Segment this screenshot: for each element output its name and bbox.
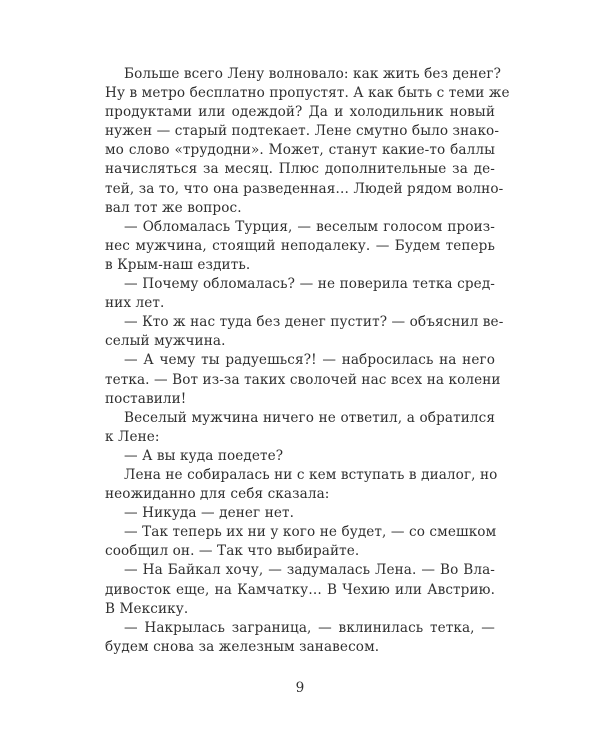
page-body-text	[105, 65, 510, 657]
text-line: Ну в метро бесплатно пропустят. А как быть с теми же	[105, 85, 510, 102]
text-line: — А вы куда поедете?	[124, 447, 284, 464]
text-line: продуктами или одеждой? Да и холодильник новый	[105, 104, 495, 121]
text-line: тей, за то, что она разведенная… Людей рядом волно-	[105, 180, 504, 197]
text-line: поставили!	[105, 390, 187, 407]
text-line: вал тот же вопрос.	[105, 199, 242, 216]
text-line: — Так теперь их ни у кого не будет, — со смешком	[124, 524, 497, 541]
text-line: сообщил он. — Так что выбирайте.	[105, 543, 360, 560]
text-line: селый мужчина.	[105, 333, 226, 350]
page-number: 9	[295, 680, 305, 696]
text-line: будем снова за железным занавесом.	[105, 638, 380, 655]
text-line: них лет.	[105, 295, 165, 312]
text-line: в Крым-наш ездить.	[105, 256, 251, 273]
text-line: — Никуда — денег нет.	[124, 505, 295, 522]
text-line: — Обломалась Турция, — веселым голосом произ-	[124, 218, 495, 235]
text-line: нес мужчина, стоящий неподалеку. — Будем теперь	[105, 237, 495, 254]
text-line: Лена не собиралась ни с кем вступать в диалог, но	[124, 466, 498, 483]
text-line: — На Байкал хочу, — задумалась Лена. — Во Вла-	[124, 562, 495, 579]
text-line: Больше всего Лену волновало: как жить без денег?	[124, 66, 502, 82]
text-line: — А чему ты радуешься?! — набросилась на него	[124, 352, 495, 369]
text-line: Веселый мужчина ничего не ответил, а обратился	[124, 409, 495, 426]
text-line: — Почему обломалась? — не поверила тетка сред-	[124, 276, 495, 293]
text-line: к Лене:	[105, 428, 160, 445]
text-line: мо слово «трудодни». Может, станут какие-то баллы	[105, 142, 495, 159]
text-line: — Накрылась заграница, — вклинилась тетка, —	[124, 619, 495, 636]
text-line: — Кто ж нас туда без денег пустит? — объяснил ве-	[124, 314, 504, 331]
text-line: нужен — старый подтекает. Лене смутно было знако-	[105, 123, 500, 140]
text-line: тетка. — Вот из-за таких сволочей нас всех на колени	[105, 371, 501, 388]
text-line: начисляться за месяц. Плюс дополнительные за де-	[105, 161, 495, 178]
text-line: В Мексику.	[105, 600, 189, 617]
text-line: неожиданно для себя сказала:	[105, 486, 330, 503]
text-line: дивосток еще, на Камчатку… В Чехию или Австрию.	[105, 581, 495, 598]
